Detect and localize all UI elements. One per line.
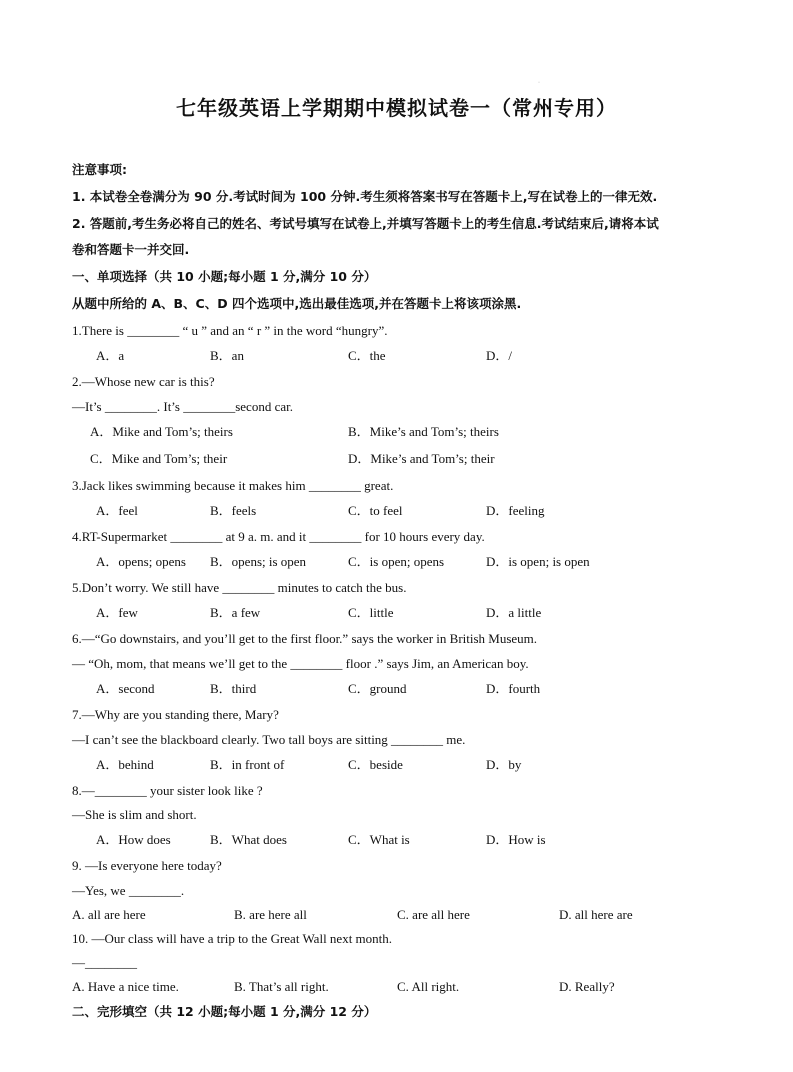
section-2-heading: 二、完形填空（共 12 小题;每小题 1 分,满分 12 分）: [72, 1004, 377, 1019]
question-2-option-c: C．Mike and Tom’s; their: [90, 451, 228, 466]
question-6-options: [72, 679, 732, 699]
page-speck: ·: [538, 80, 540, 86]
question-1-option-c: C．the: [348, 348, 386, 363]
question-3-option-b: B．feels: [210, 503, 257, 518]
question-2-stem-line-2: —It’s ________. It’s ________second car.: [72, 399, 293, 414]
question-10-option-c: C. All right.: [397, 979, 460, 994]
question-8-stem-line-2: —She is slim and short.: [72, 807, 197, 822]
question-2-option-d: D．Mike’s and Tom’s; their: [348, 451, 495, 466]
question-3-option-a: A．feel: [96, 503, 138, 518]
question-5-option-d: D．a little: [486, 605, 542, 620]
question-10-stem-line-1: 10. —Our class will have a trip to the Great Wall next month.: [72, 931, 393, 946]
question-4-options: [72, 552, 732, 572]
question-5-stem: 5.Don’t worry. We still have ________ minutes to catch the bus.: [72, 580, 407, 595]
question-10-option-a: A. Have a nice time.: [72, 979, 179, 994]
question-5-options: [72, 603, 732, 623]
notice-item-1: 1. 本试卷全卷满分为 90 分.考试时间为 100 分钟.考生须将答案书写在答题卡上,写在试卷上的一律无效.: [72, 189, 658, 204]
question-3-options: [72, 501, 732, 521]
section-1-instruction: 从题中所给的 A、B、C、D 四个选项中,选出最佳选项,并在答题卡上将该项涂黑.: [72, 296, 522, 311]
question-5-option-a: A．few: [96, 605, 138, 620]
question-9-option-c: C. are all here: [397, 907, 470, 922]
page-title: 七年级英语上学期期中模拟试卷一（常州专用）: [176, 96, 617, 120]
question-8-options: [72, 830, 732, 850]
question-3-option-c: C．to feel: [348, 503, 403, 518]
question-10-stem-line-2: —________: [72, 955, 137, 970]
question-5-option-b: B．a few: [210, 605, 261, 620]
question-4-option-c: C．is open; opens: [348, 554, 445, 569]
question-6-stem-line-2: — “Oh, mom, that means we’ll get to the ________ floor .” says Jim, an American boy.: [72, 656, 529, 671]
question-1-option-d: D．/: [486, 348, 513, 363]
question-9-option-d: D. all here are: [559, 907, 633, 922]
notice-item-2-line-1: 2. 答题前,考生务必将自己的姓名、考试号填写在试卷上,并填写答题卡上的考生信息.考试结束后,请将本试: [72, 216, 659, 231]
question-7-stem-line-1: 7.—Why are you standing there, Mary?: [72, 707, 279, 722]
question-6-option-b: B．third: [210, 681, 257, 696]
question-1-options: [72, 346, 732, 366]
question-3-stem: 3.Jack likes swimming because it makes him ________ great.: [72, 478, 394, 493]
question-9-stem-line-1: 9. —Is everyone here today?: [72, 858, 222, 873]
notice-item-2-line-2: 卷和答题卡一并交回.: [72, 242, 190, 257]
question-2-option-a: A．Mike and Tom’s; theirs: [90, 424, 233, 439]
question-8-option-a: A．How does: [96, 832, 171, 847]
question-7-option-b: B．in front of: [210, 757, 285, 772]
question-5-option-c: C．little: [348, 605, 394, 620]
question-7-option-c: C．beside: [348, 757, 403, 772]
question-2-options-row-1: [72, 422, 732, 442]
question-9-options: [72, 905, 732, 925]
question-1-option-b: B．an: [210, 348, 244, 363]
question-8-option-b: B．What does: [210, 832, 287, 847]
question-4-option-a: A．opens; opens: [96, 554, 186, 569]
question-8-option-c: C．What is: [348, 832, 410, 847]
question-10-option-d: D. Really?: [559, 979, 615, 994]
question-6-option-c: C．ground: [348, 681, 407, 696]
question-9-option-a: A. all are here: [72, 907, 146, 922]
question-6-option-d: D．fourth: [486, 681, 541, 696]
question-6-option-a: A．second: [96, 681, 155, 696]
notice-heading: 注意事项:: [72, 162, 127, 177]
question-9-option-b: B. are here all: [234, 907, 307, 922]
question-7-option-d: D．by: [486, 757, 522, 772]
question-8-option-d: D．How is: [486, 832, 546, 847]
question-10-options: [72, 977, 732, 997]
question-7-stem-line-2: —I can’t see the blackboard clearly. Two tall boys are sitting ________ me.: [72, 732, 466, 747]
question-1-option-a: A．a: [96, 348, 125, 363]
section-1-heading: 一、单项选择（共 10 小题;每小题 1 分,满分 10 分）: [72, 269, 377, 284]
question-7-options: [72, 755, 732, 775]
question-9-stem-line-2: —Yes, we ________.: [72, 883, 185, 898]
question-2-stem-line-1: 2.—Whose new car is this?: [72, 374, 215, 389]
question-8-stem-line-1: 8.—________ your sister look like ?: [72, 783, 263, 798]
question-2-option-b: B．Mike’s and Tom’s; theirs: [348, 424, 499, 439]
question-7-option-a: A．behind: [96, 757, 154, 772]
question-6-stem-line-1: 6.—“Go downstairs, and you’ll get to the first floor.” says the worker in British Museum.: [72, 631, 538, 646]
question-4-option-b: B．opens; is open: [210, 554, 307, 569]
question-1-stem: 1.There is ________ “ u ” and an “ r ” in the word “hungry”.: [72, 323, 388, 338]
question-2-options-row-2: [72, 449, 732, 469]
question-10-option-b: B. That’s all right.: [234, 979, 329, 994]
question-4-stem: 4.RT-Supermarket ________ at 9 a. m. and it ________ for 10 hours every day.: [72, 529, 485, 544]
question-3-option-d: D．feeling: [486, 503, 545, 518]
question-4-option-d: D．is open; is open: [486, 554, 590, 569]
